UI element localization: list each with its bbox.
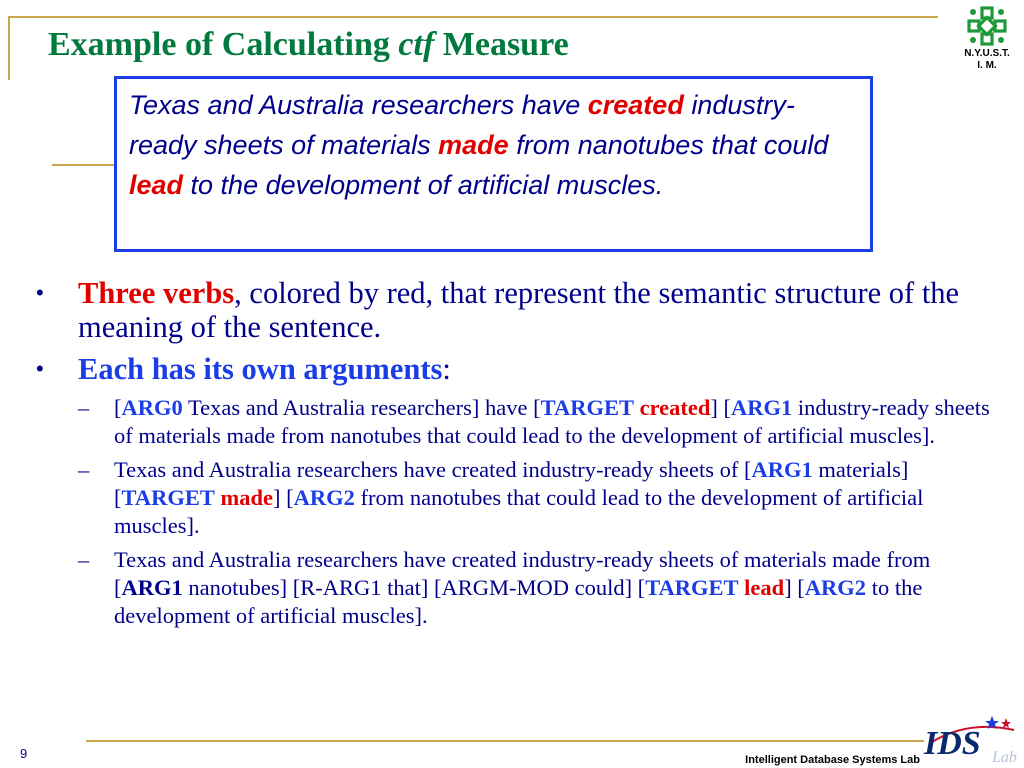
target-verb: created [639,395,711,420]
target-verb: made [220,485,273,510]
sub-bullet-lead [36,546,996,630]
bullet-three-verbs [36,276,996,344]
sub-text: Texas and Australia researchers have created industry-ready sheets of [ [114,457,752,482]
sub-text: ] [ [710,395,732,420]
sub-text: ] [ [272,485,294,510]
example-text: to the development of artificial muscles. [183,170,664,200]
footer-rule [86,740,924,742]
bullet-dot-icon: • [36,356,44,381]
logo-caption-line1: N.Y.U.S.T. [964,48,1010,59]
svg-text:IDS: IDS [924,725,981,762]
sub-bullet-created [36,394,996,450]
bullet-lead-red [78,276,234,310]
sub-text: from nanotubes that could lead to the development of artificial muscles]. [114,485,924,538]
target-label: TARGET [645,575,739,600]
arg-label: ARG2 [293,485,355,510]
example-text: industry-ready sheets of materials [129,90,795,160]
verb-created: created [587,90,684,120]
title-text-italic: ctf [398,26,435,63]
dash-bullet-icon: – [78,547,90,572]
sub-text: materials] [ [114,457,909,510]
bullet-text: : [442,352,451,386]
snowflake-logo-icon [967,6,1007,46]
sub-text: industry-ready sheets of materials made from nanotubes that could lead to the development of artificial muscles]. [114,395,990,448]
slide-title [48,26,569,64]
bullet-dot-icon: • [36,280,44,305]
bullet-text: , colored by red, that represent the semantic structure of the meaning of the sentence. [78,276,960,344]
arg-label: ARG1 [121,575,183,600]
svg-text:Lab: Lab [992,749,1017,766]
arg-label: ARG0 [121,395,183,420]
sub-bullet-made [36,456,996,540]
bullet-list [36,276,996,636]
footer-lab-name: Intelligent Database Systems Lab [745,754,920,766]
arg-label: ARG1 [751,457,813,482]
sub-text: ] [ [784,575,805,600]
frame-left-rule [8,16,10,80]
target-label: TARGET [540,395,634,420]
sub-text: [ [114,395,122,420]
target-label: TARGET [121,485,215,510]
dash-bullet-icon: – [78,457,90,482]
sub-text: to the development of artificial muscles]. [114,575,923,628]
sub-text: nanotubes] [R-ARG1 that] [ARGM-MOD could] [ [182,575,646,600]
sub-text: Texas and Australia researchers] have [ [182,395,541,420]
title-text-start: Example of Calculating [48,26,399,63]
bullet-lead-text: Three verbs [78,276,235,310]
verb-made: made [438,130,509,160]
ids-lab-logo-icon [918,712,1022,766]
sub-text: Texas and Australia researchers have created industry-ready sheets of materials made from [ [114,547,931,600]
dash-bullet-icon: – [78,395,90,420]
title-text-end: Measure [434,26,569,63]
university-logo [954,6,1020,72]
bullet-lead-blue: Each has its own arguments [78,352,443,386]
logo-caption [954,48,1020,72]
verb-lead: lead [129,170,184,200]
arg-label: ARG1 [731,395,793,420]
arg-label: ARG2 [804,575,867,600]
example-text: Texas and Australia researchers have [129,90,588,120]
example-sentence-box [114,76,873,252]
frame-top-rule [8,16,938,18]
target-verb: lead [744,575,785,600]
title-underline-rule [52,164,122,166]
example-text: from nanotubes that could [508,130,829,160]
page-number: 9 [20,746,28,761]
logo-caption-line2: I. M. [977,60,997,71]
bullet-arguments [36,352,996,386]
